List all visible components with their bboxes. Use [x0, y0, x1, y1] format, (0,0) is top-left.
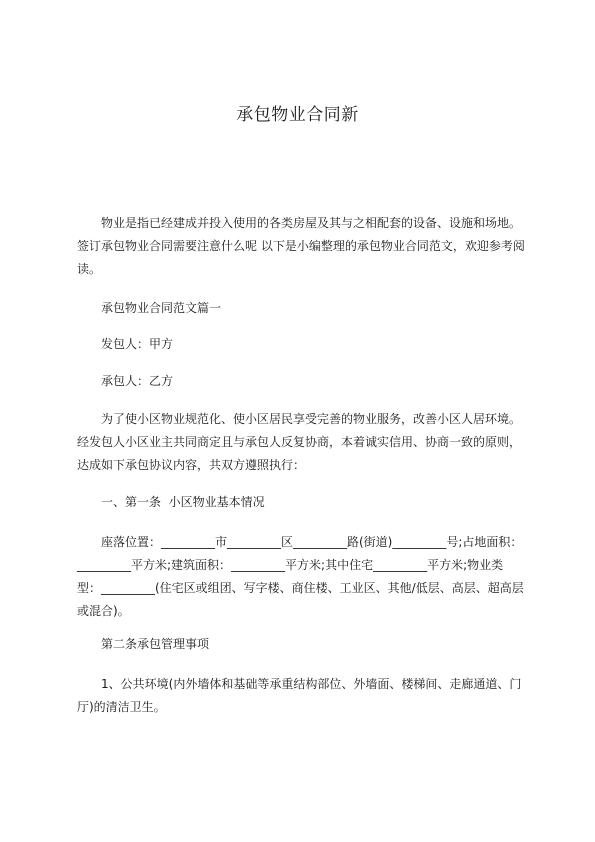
article-two-heading: 第二条承包管理事项 — [101, 637, 210, 651]
section-heading-sample-one: 承包物业合同范文篇一 — [101, 301, 222, 315]
contractee-party-line: 承包人：乙方 — [101, 374, 174, 388]
document-title: 承包物业合同新 — [236, 105, 359, 125]
property-info-paragraph: 座落位置：_________市_________区_________路(街道)_________号;占地面积：_________平方米;建筑面积：_________平方米;其中住宅_________平方米;物业类型：_________(住宅区或组团、写字楼、商住楼、工业区、其他/低层、高层、超高层或混合)。 — [77, 535, 524, 618]
contractor-party-line: 发包人：甲方 — [101, 337, 174, 351]
purpose-paragraph: 为了使小区物业规范化、使小区居民享受完善的物业服务，改善小区人居环境。经发包人小区业主共同商定且与承包人反复协商，本着诚实信用、协商一致的原则，达成如下承包协议内容，共双方遵照执行： — [77, 412, 522, 472]
article-one-heading: 一、第一条 小区物业基本情况 — [101, 495, 265, 509]
item-one-paragraph: 1、公共环境(内外墙体和基础等承重结构部位、外墙面、楼梯间、走廊通道、门厅)的清洁卫生。 — [77, 677, 522, 714]
intro-paragraph: 物业是指已经建成并投入使用的各类房屋及其与之相配套的设备、设施和场地。签订承包物业合同需要注意什么呢 以下是小编整理的承包物业合同范文，欢迎参考阅读。 — [77, 216, 525, 276]
